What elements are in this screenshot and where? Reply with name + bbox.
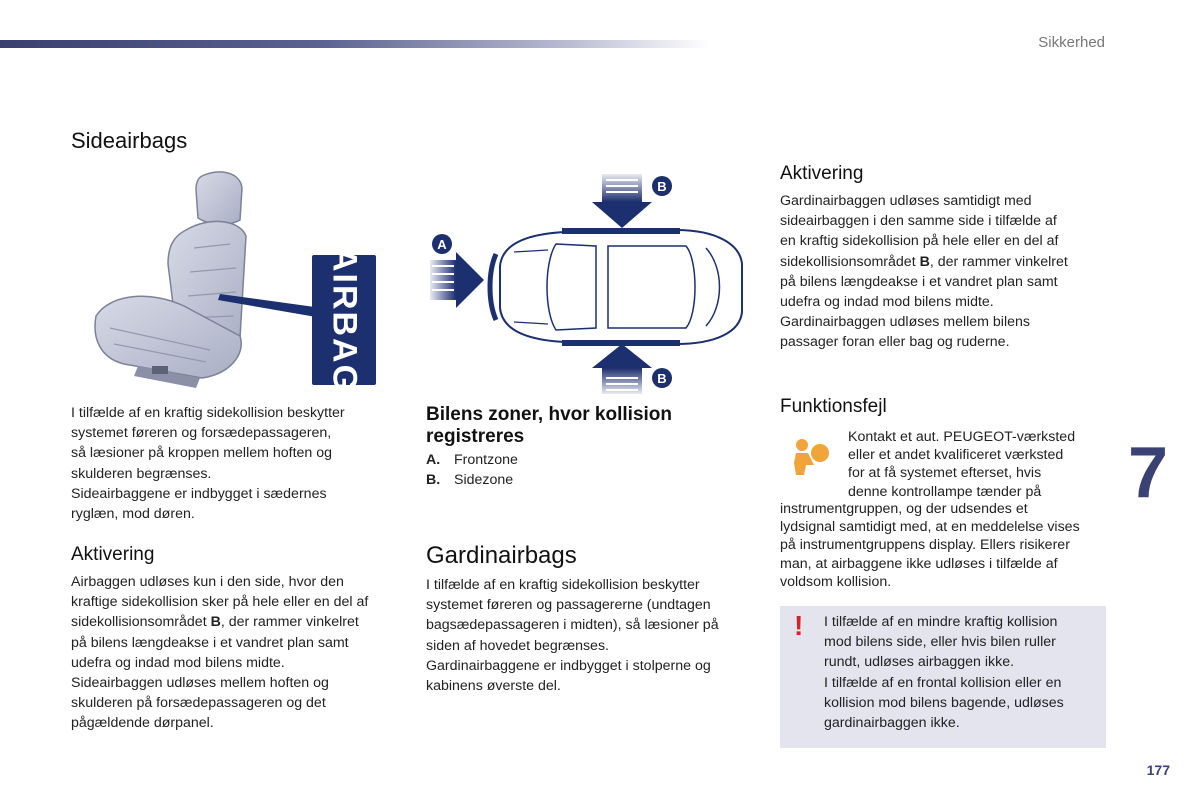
airbag-tag-label: AIRBAG [325, 246, 364, 394]
curtain-heading: Gardinairbags [426, 542, 577, 569]
zones-list [426, 452, 518, 492]
curtain-text: I tilfælde af en kraftig sidekollision beskytter systemet føreren og passagererne (undtagen bagsædepassageren i midten), så læsioner på siden af hovedet begrænses. Gardinairbaggene er indbygget i stolperne og kabinens øverste del. [426, 577, 719, 695]
right-activation-heading: Aktivering [780, 163, 864, 184]
page-title: Sideairbags [71, 128, 188, 153]
zone-item: B. Sidezone [426, 472, 514, 488]
zones-heading: Bilens zoner, hvor kollision registreres [426, 404, 672, 447]
label-b-bottom: B [657, 371, 667, 386]
airbag-tag [312, 246, 376, 394]
airbag-warning-lamp-icon [788, 437, 832, 477]
fault-text: instrumentgruppen, og der udsendes et lydsignal samtidigt med, at en meddelelse vises på instrumentgruppens display. Ellers risikerer man, at airbaggene ikke udløses i tilfælde af voldsom kollision. [780, 501, 1080, 590]
left-activation-heading: Aktivering [71, 544, 155, 565]
chapter-number: 7 [1128, 433, 1169, 513]
warning-box [780, 606, 1106, 748]
page-number: 177 [1146, 762, 1170, 778]
header-bar [0, 40, 710, 48]
car-impact-diagram [426, 172, 756, 394]
warning-text: I tilfælde af en mindre kraftig kollision mod bilens side, eller hvis bilen ruller rundt, udløses airbaggen ikke. I tilfælde af en frontal kollision eller en kollision mod bilens bagende, udløses gardinairbaggen ikke. [824, 614, 1064, 732]
right-activation-text: Gardinairbaggen udløses samtidigt med sideairbaggen i den samme side i tilfælde af en kraftig sidekollision på hele eller en del af sidekollisionsområdet B, der rammer vinkelret på bilens længdeakse i et vandret plan samt udefra og indad mod bilens midte. Gardinairbaggen udløses mellem bilens passager foran eller bag og ruderne. [780, 193, 1068, 351]
warning-exclamation-icon: ! [794, 610, 804, 641]
left-activation-text: Airbaggen udløses kun i den side, hvor den kraftige sidekollision sker på hele eller en del af sidekollisionsområdet B, der rammer vinkelret på bilens længdeakse i et vandret plan samt udefra og indad mod bilens midte. Sideairbaggen udløses mellem hoften og skulderen på forsædepassageren og det pågældende dørpanel. [71, 574, 369, 732]
label-a: A [437, 237, 447, 252]
label-b-top: B [657, 179, 667, 194]
fault-text-indent: Kontakt et aut. PEUGEOT-værksted eller et andet kvalificeret værksted for at få systemet efterset, hvis denne kontrollampe tænder på [848, 429, 1076, 500]
zone-item: A. Frontzone [426, 452, 518, 468]
side-airbag-intro: I tilfælde af en kraftig sidekollision beskytter systemet føreren og forsædepassageren, så læsioner på kroppen mellem hoften og skulderen begrænses. Sideairbaggene er indbygget i sædernes ryglæn, mod døren. [71, 405, 345, 523]
fault-heading: Funktionsfejl [780, 396, 887, 417]
section-label: Sikkerhed [1038, 34, 1105, 51]
